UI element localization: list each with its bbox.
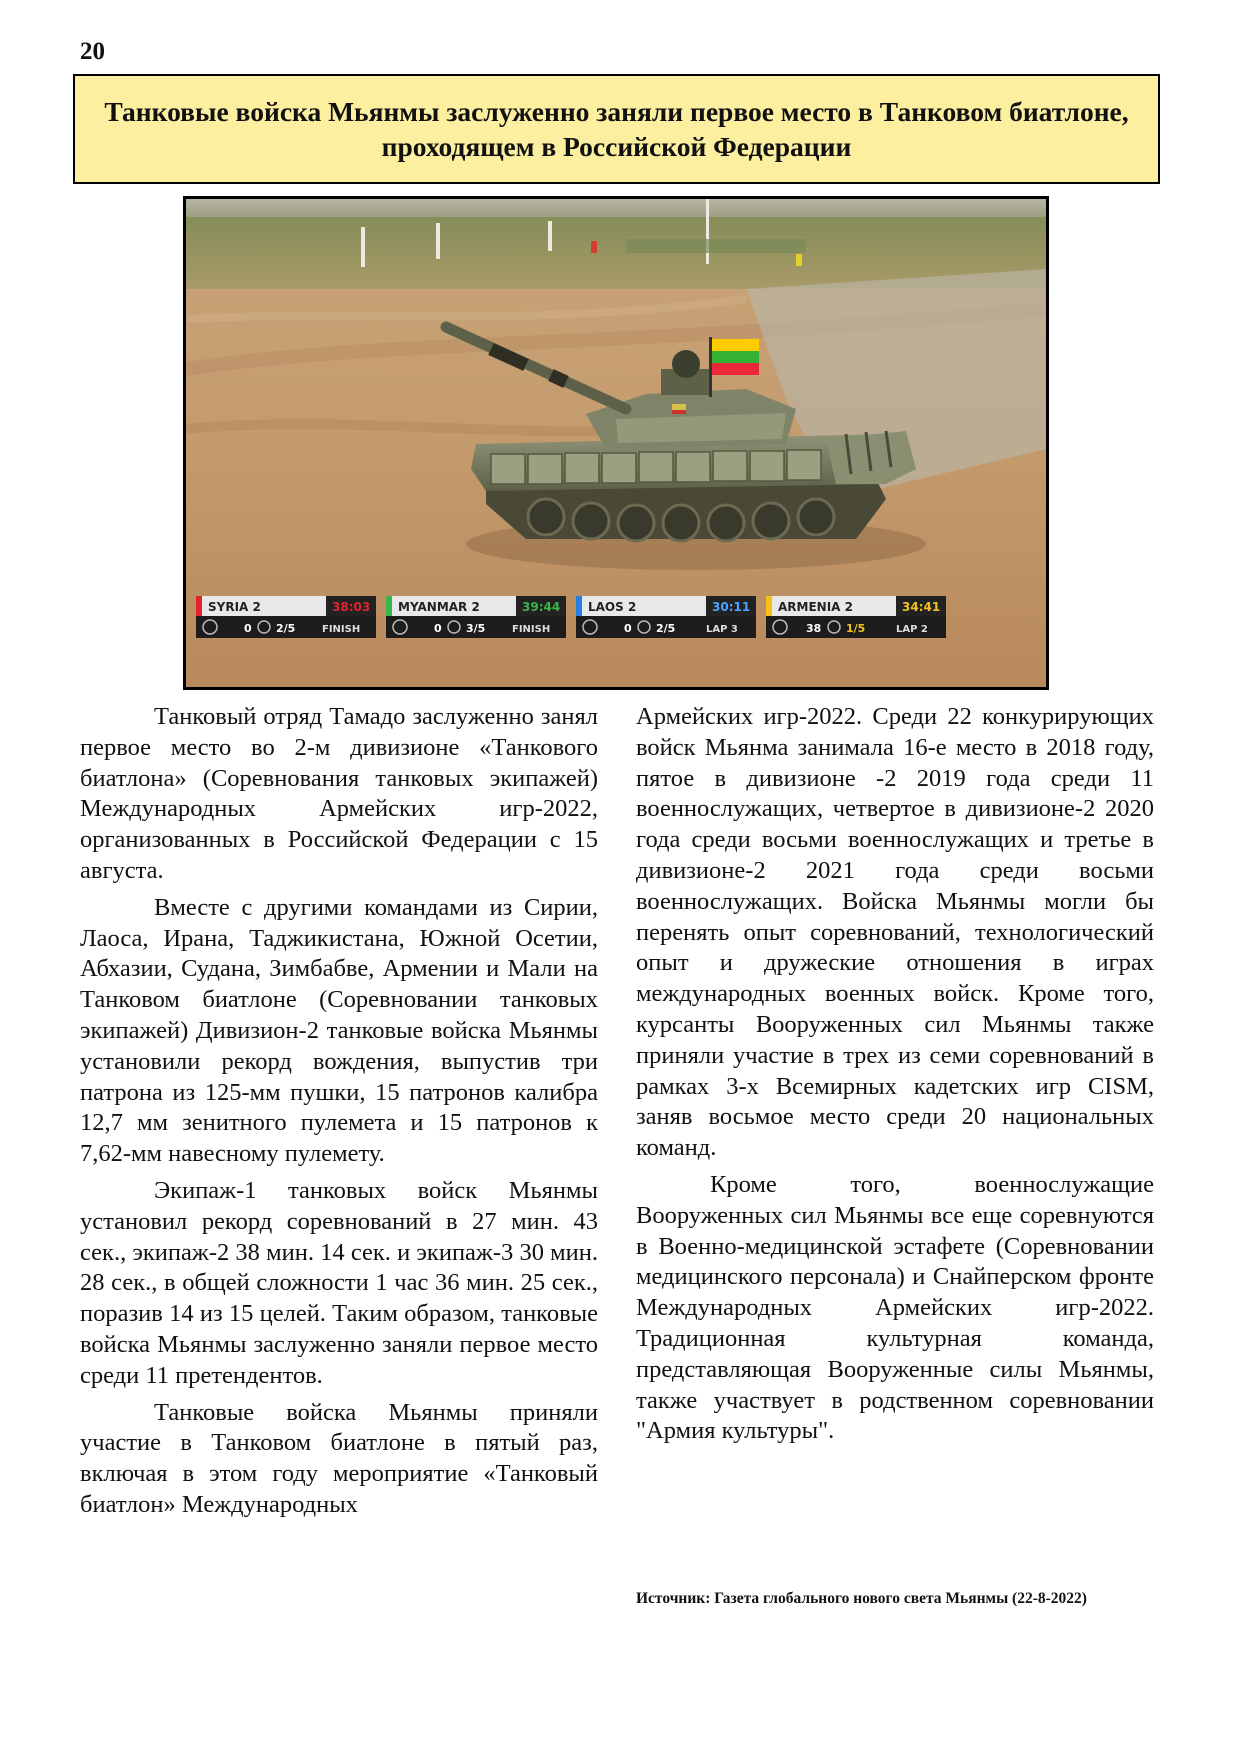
scoreboard-time: 38:03 (332, 600, 371, 614)
scoreboard-panel-myanmar (386, 596, 566, 638)
scoreboard-targets: 2/5 (276, 622, 296, 635)
scoreboard-status: FINISH (512, 624, 551, 635)
article-paragraph: Вместе с другими командами из Сирии, Лаоса, Ирана, Таджикистана, Южной Осетии, Абхазии, Судана, Зимбабве, Армении и Мали на Танковом биатлоне (Соревновании танковых экипажей) Дивизион-2 танковые войска Мьянмы установили рекорд вождения, выпустив три патрона из 125-мм пушки, 15 патронов калибра 12,7 мм зенитного пулемета и 15 патронов к 7,62-мм навесному пулемету. (80, 893, 598, 1168)
scoreboard-team: LAOS 2 (588, 600, 637, 614)
scoreboard-team: MYANMAR 2 (398, 600, 480, 614)
scoreboard-team: ARMENIA 2 (778, 600, 853, 614)
tank-photo (183, 196, 1049, 690)
scoreboard-status: FINISH (322, 624, 361, 635)
scoreboard-targets: 2/5 (656, 622, 676, 635)
article-paragraph: Кроме того, военнослужащие Вооруженных сил Мьянмы все еще соревнуются в Военно-медицинской эстафете (Соревновании медицинского персонала) и Снайперском фронте Международных Армейских игр-2022. Традиционная культурная команда, представляющая Вооруженные силы Мьянмы, также участвует в родственном соревновании "Армия культуры". (636, 1170, 1154, 1445)
title-box (73, 74, 1160, 184)
scoreboard-shots: 0 (434, 622, 442, 635)
scoreboard-time: 39:44 (522, 600, 561, 614)
article-right-column (636, 702, 1154, 1453)
article-paragraph: Экипаж-1 танковых войск Мьянмы установил рекорд соревнований в 27 мин. 43 сек., экипаж-2 38 мин. 14 сек. и экипаж-3 30 мин. 28 сек., в общей сложности 1 час 36 мин. 25 сек., поразив 14 из 15 целей. Таким образом, танковые войска Мьянмы заслуженно заняли первое место среди 11 претендентов. (80, 1176, 598, 1389)
scoreboard-status: LAP 3 (706, 624, 738, 635)
scoreboard-shots: 0 (624, 622, 632, 635)
tank-photo-illustration (186, 199, 1046, 687)
scoreboard-targets: 3/5 (466, 622, 486, 635)
scoreboard-time: 34:41 (902, 600, 941, 614)
scoreboard-panel-syria (196, 596, 376, 638)
scoreboard-shots: 38 (806, 622, 822, 635)
scoreboard-panel-laos (576, 596, 756, 638)
article-title: Танковые войска Мьянмы заслуженно заняли первое место в Танковом биатлоне, проходящем в Российской Федерации (104, 96, 1129, 162)
article-left-column (80, 702, 598, 1527)
article-paragraph-continued: Армейских игр-2022. Среди 22 конкурирующих войск Мьянма занимала 16-е место в 2018 году, пятое в дивизионе -2 2019 года среди 11 военнослужащих, четвертое в дивизионе-2 2020 года среди восьми военнослужащих и третье в дивизионе-2 2021 года среди восьми военнослужащих. Войска Мьянмы могли бы перенять опыт соревнований, технологический опыт и дружеские отношения в играх международных военных войск. Кроме того, курсанты Вооруженных сил Мьянмы также приняли участие в трех из семи соревнований в рамках 3-х Всемирных кадетских игр CISM, заняв восьмое место среди 20 национальных команд. (636, 703, 1154, 1162)
scoreboard-status: LAP 2 (896, 624, 928, 635)
page-number: 20 (80, 38, 105, 65)
scoreboard-shots: 0 (244, 622, 252, 635)
scoreboard-time: 30:11 (712, 600, 751, 614)
scoreboard-targets: 1/5 (846, 622, 866, 635)
scoreboard-team: SYRIA 2 (208, 600, 261, 614)
article-paragraph: Танковый отряд Тамадо заслуженно занял первое место во 2-м дивизионе «Танкового биатлона» (Соревнования танковых экипажей) Международных Армейских игр-2022, организованных в Российской Федерации с 15 августа. (80, 703, 598, 884)
article-source: Источник: Газета глобального нового света Мьянмы (22-8-2022) (636, 1590, 1087, 1607)
article-paragraph: Танковые войска Мьянмы приняли участие в Танковом биатлоне в пятый раз, включая в этом году мероприятие «Танковый биатлон» Международных (80, 1398, 598, 1518)
scoreboard-panel-armenia (766, 596, 946, 638)
